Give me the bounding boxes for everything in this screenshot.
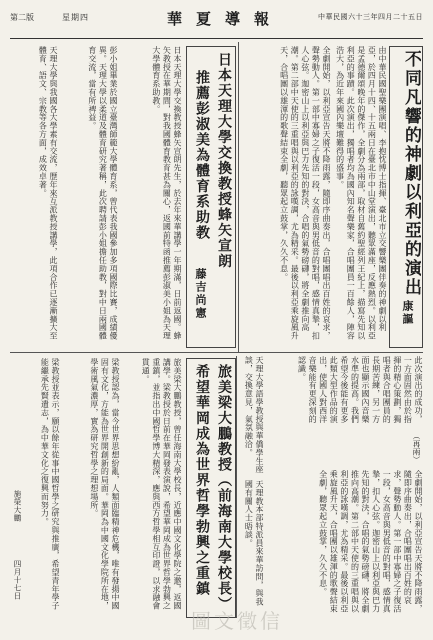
professor-author-note: 施榮大鵬	[13, 490, 22, 522]
small-item-1: 天理大學語學教授與華僑學生座談，交換意見，氣氛融洽。	[244, 356, 264, 474]
column-divider	[238, 42, 239, 352]
watermark: 圖文徵信	[191, 609, 283, 633]
exchange-headline: 日本天理大學交換教授蜂矢宣朗	[216, 52, 232, 269]
exchange-byline: 藤吉尚憲	[194, 268, 207, 320]
opera-body-3: 此次演出的成功，一方面固然由於指揮的精心策劃，獨唱者與合唱團員的長期苦練，另一方面也顯示國內音樂水準的提高。我們希望今後能有更多此類大型作品的演出，使國人對西洋音樂能有更深刻的認識。	[297, 356, 423, 424]
professor-headline: 旅美梁大鵬教授（前海南大學校長）	[216, 364, 232, 612]
professor-body-1: 旅美梁大鵬教授，曾任海南大學校長，近應中國文化學院之邀，返國講學。梁教授於日前在華岡發表演說，希望華岡成為世界哲學勃興之重鎮，並指出中國哲學博大精深，應與西方哲學相互印證，以求融會貫通。	[141, 358, 182, 610]
small-item-2: 天理教本部特派員來華訪問，與我國有關人士晤談。	[244, 480, 264, 606]
exchange-subheadline: 推薦彭淑美為體育系助教	[194, 70, 210, 241]
opera-body-1: 由中華民國聖樂團演唱、李抱忱博士指揮、臺北市立交響樂團伴奏的神劇以利亞，於四月十四、十五兩日在臺北市中山堂演出，聽眾滿座，反應熱烈。以利亞是孟德爾頌晚年的傑作，全劇分為兩部，取材自舊約聖經列王紀上，描寫先知以利亞的事蹟。此次演出，獨唱者均為國內知名聲樂家，合唱團員一百餘人，陣容浩大，為近年來國內樂壇難得的盛事。	[335, 46, 387, 340]
exchange-body-1: 日本天理大學交換教授蜂矢宣朗先生，於去年來華講學一年期滿，日前返國。蜂矢教授在華期間，對我國體育教育甚為關心，返國前特函推薦彭淑美小姐為天理大學體育系助教。	[151, 46, 182, 340]
professor-body-3: 梁教授並表示，願以餘年從事中國哲學之研究與推廣，希望青年學子能繼承先賢遺志，為中華文化之復興而努力。	[40, 358, 60, 610]
lower-column-divider	[236, 356, 237, 618]
weekday: 星期四	[62, 13, 89, 22]
professor-subheadline: 希望華岡成為世界哲學勃興之重鎮	[194, 364, 210, 597]
section-divider	[10, 352, 423, 353]
issue-date: 中華民國六十三年四月二十五日	[318, 13, 423, 21]
opera-continued-note: （再兩）	[412, 432, 421, 464]
professor-body-2: 梁教授認為，當今世界思想紛亂，人類面臨精神危機，唯有發揚中國固有文化，方能為世界開創新的局面。華岡為中國文化學院所在地，學術風氣濃厚，實為研究哲學之理想場所。	[89, 358, 120, 610]
exchange-body-2: 彭小姐畢業於國立臺灣師範大學體育系，曾代表我國參加多項國際比賽，成績優異。天理大學以柔道及體育研究著稱，此次聘請彭小姐擔任助教，對中日兩國體育交流，當有所裨益。	[87, 46, 118, 340]
opera-body-tail: 全劇開始，以利亞宣告天將不降雨露，隨即序曲奏出，合唱團唱出百姓的哀求，聲勢動人。第一部中寡婦之子復活一段，女高音與男低音的對唱，感情真摯，扣人心弦。迦密山上以利亞與巴力先知的對決，合唱的氣勢磅礴，將全劇推向高潮。第二部中天使的三重唱與以利亞的詠嘆調，尤為精采。最後以利亞乘旋風升天，合唱團以雄渾的歌聲結束全劇，聽眾起立鼓掌，久久不息。	[318, 470, 423, 613]
opera-byline: 康謳	[401, 300, 414, 326]
exchange-body-3: 天理大學與我國各大學素有交流，歷年來互派教授講學，此項合作已逐漸擴大至體育、語文、宗教等各方面，成效卓著。	[38, 46, 58, 340]
opera-headline: 不同凡響的神劇以利亞的演出	[401, 50, 421, 297]
professor-date: 四月十七日	[13, 560, 22, 600]
opera-body-2: 全劇開始，以利亞宣告天將不降雨露，隨即序曲奏出，合唱團唱出百姓的哀求，聲勢動人。第一部中寡婦之子復活一段，女高音與男低音的對唱，感情真摯，扣人心弦。迦密山上以利亞與巴力先知的對決，合唱的氣勢磅礴，將全劇推向高潮。第二部中天使的三重唱與以利亞的詠嘆調，尤為精采。最後以利亞乘旋風升天，合唱團以雄渾的歌聲結束全劇，聽眾起立鼓掌，久久不息。	[279, 46, 331, 340]
masthead	[10, 8, 423, 39]
page-label: 第二版	[10, 13, 34, 22]
newspaper-title: 華夏導報	[166, 10, 283, 28]
opera-headline-box	[389, 46, 423, 348]
